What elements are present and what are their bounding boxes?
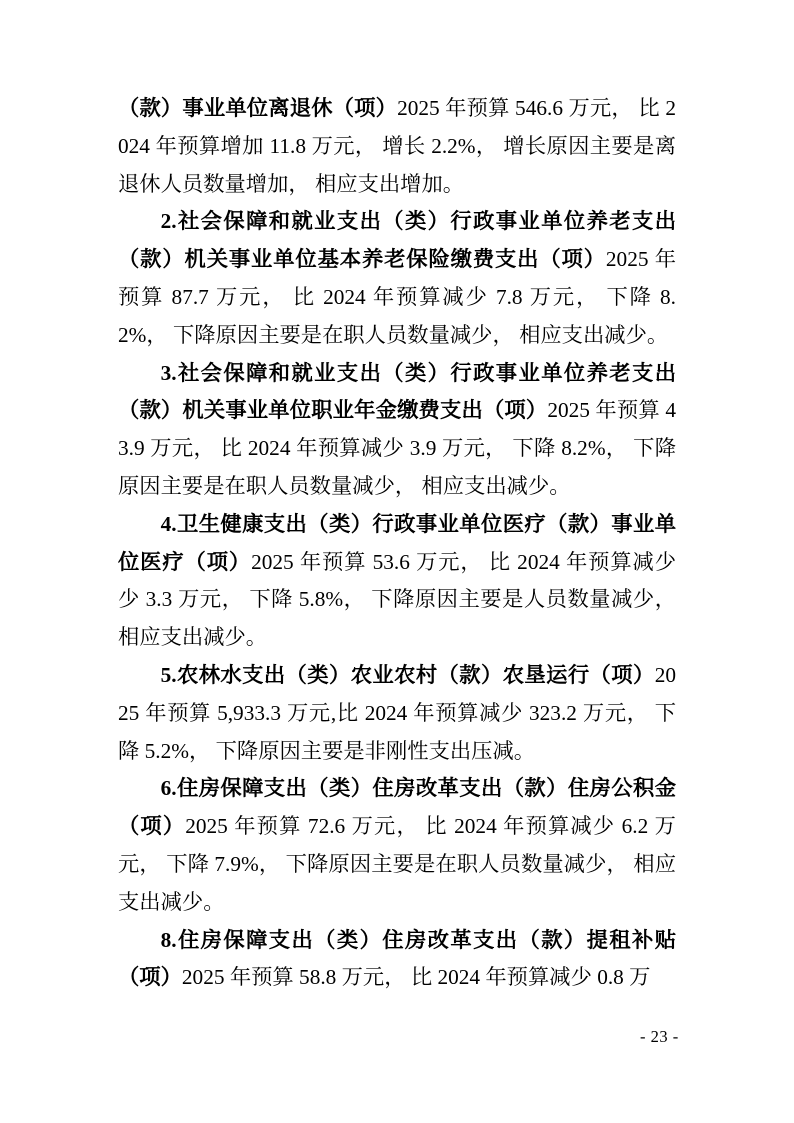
paragraph-heading: 8.住房保障支出（类）住房改革支出（款）提租补贴（项） bbox=[118, 927, 676, 990]
paragraph-heading: 2.社会保障和就业支出（类）行政事业单位养老支出（款）机关事业单位基本养老保险缴费支出（项） bbox=[118, 209, 676, 272]
paragraph-body: 2025 年预算 87.7 万元， 比 2024 年预算减少 7.8 万元， 下降 8.2%， 下降原因主要是在职人员数量减少， 相应支出减少。 bbox=[118, 247, 676, 347]
page-number: - 23 - bbox=[640, 1027, 679, 1046]
budget-paragraph bbox=[118, 203, 676, 354]
budget-paragraph bbox=[118, 657, 676, 770]
paragraph-body: 2025 年预算 58.8 万元， 比 2024 年预算减少 0.8 万 bbox=[181, 965, 651, 990]
paragraph-body: 2025 年预算 72.6 万元， 比 2024 年预算减少 6.2 万元， 下降 7.9%， 下降原因主要是在职人员数量减少， 相应支出减少。 bbox=[118, 814, 676, 914]
paragraph-heading: 5.农林水支出（类）农业农村（款）农垦运行（项） bbox=[160, 662, 655, 687]
paragraph-body: 2025 年预算 53.6 万元， 比 2024 年预算减少少 3.3 万元， 下降 5.8%， 下降原因主要是人员数量减少， 相应支出减少。 bbox=[118, 549, 676, 650]
paragraph-heading: 3.社会保障和就业支出（类）行政事业单位养老支出（款）机关事业单位职业年金缴费支出（项） bbox=[118, 360, 676, 423]
budget-paragraph bbox=[118, 90, 676, 203]
paragraph-heading: （款）事业单位离退休（项） bbox=[118, 96, 398, 120]
budget-paragraph bbox=[118, 770, 676, 921]
budget-paragraph bbox=[118, 922, 676, 998]
paragraph-body: 2025 年预算 5,933.3 万元,比 2024 年预算减少 323.2 万元， 下降 5.2%， 下降原因主要是非刚性支出压减。 bbox=[118, 662, 676, 763]
budget-paragraph bbox=[118, 355, 676, 506]
paragraph-heading: 6.住房保障支出（类）住房改革支出（款）住房公积金（项） bbox=[118, 776, 676, 839]
budget-explanation-text bbox=[118, 90, 676, 997]
budget-paragraph bbox=[118, 506, 676, 657]
paragraph-heading: 4.卫生健康支出（类）行政事业单位医疗（款）事业单位医疗（项） bbox=[118, 511, 676, 574]
paragraph-body: 2025 年预算 546.6 万元， 比 2024 年预算增加 11.8 万元， 增长 2.2%， 增长原因主要是离退休人员数量增加， 相应支出增加。 bbox=[118, 96, 676, 196]
paragraph-body: 2025 年预算 43.9 万元， 比 2024 年预算减少 3.9 万元， 下降 8.2%， 下降原因主要是在职人员数量减少， 相应支出减少。 bbox=[118, 398, 676, 498]
